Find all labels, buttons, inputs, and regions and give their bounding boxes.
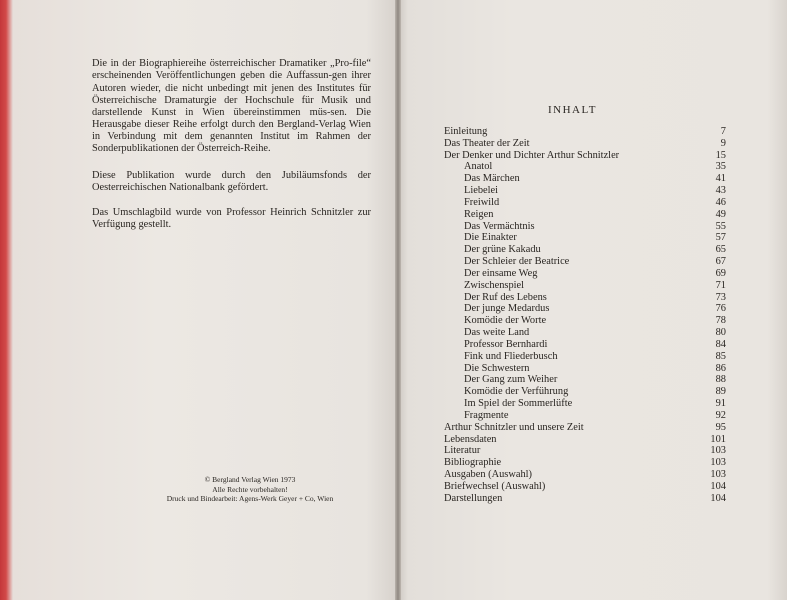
toc-entry-page: 103	[710, 457, 726, 469]
toc-entry-page: 46	[715, 196, 726, 208]
toc-entry-title: Komödie der Worte	[464, 315, 547, 327]
toc-entry-title: Die Schwestern	[464, 362, 530, 374]
toc-entry-page: 101	[710, 433, 726, 445]
toc-entry	[444, 173, 726, 185]
toc-entry-title: Briefwechsel (Auswahl)	[444, 480, 546, 492]
toc-entry-page: 84	[715, 338, 726, 350]
toc-entry	[444, 445, 726, 457]
toc-entry-page: 85	[715, 350, 726, 362]
toc-entry-title: Freiwild	[464, 196, 500, 208]
toc-entry-page: 71	[715, 279, 726, 291]
toc-entry-title: Professor Bernhardi	[464, 338, 548, 350]
toc-entry-page: 9	[720, 137, 726, 149]
toc-entry	[444, 327, 726, 339]
toc-entry	[444, 280, 726, 292]
toc-entry	[444, 197, 726, 209]
toc-entry-title: Der Denker und Dichter Arthur Schnitzler	[444, 149, 620, 161]
toc-entry	[444, 374, 726, 386]
toc-entry-title: Anatol	[464, 161, 493, 173]
toc-entry-title: Die Einakter	[464, 232, 517, 244]
toc-entry-title: Das Theater der Zeit	[444, 137, 530, 149]
copyright-line: © Bergland Verlag Wien 1973	[204, 475, 296, 484]
toc-entry-title: Das weite Land	[464, 327, 530, 339]
toc-entry-page: 92	[715, 409, 726, 421]
toc-entry-title: Liebelei	[464, 185, 499, 197]
toc-entry-page: 55	[715, 220, 726, 232]
toc-entry-page: 15	[715, 149, 726, 161]
toc-entry	[444, 256, 726, 268]
toc-entry	[444, 422, 726, 434]
toc-entry-page: 104	[710, 480, 726, 492]
toc-entry-title: Fink und Fliederbusch	[464, 350, 558, 362]
toc-entry-page: 69	[715, 267, 726, 279]
toc-entry-page: 88	[715, 374, 726, 386]
toc-entry-title: Arthur Schnitzler und unsere Zeit	[444, 421, 584, 433]
toc-entry-title: Bibliographie	[444, 457, 502, 469]
toc-entry	[444, 410, 726, 422]
toc-entry-title: Lebensdaten	[444, 433, 497, 445]
toc-entry-title: Der junge Medardus	[464, 303, 550, 315]
book-spine	[395, 0, 401, 600]
imprint	[160, 475, 340, 504]
toc-entry-title: Fragmente	[464, 409, 509, 421]
toc-entry-title: Das Vermächtnis	[464, 220, 535, 232]
toc-entry-page: 67	[715, 256, 726, 268]
toc-entry	[444, 493, 726, 505]
toc-entry-page: 103	[710, 469, 726, 481]
toc-entry-page: 41	[715, 173, 726, 185]
toc-entry	[444, 315, 726, 327]
toc-entry	[444, 292, 726, 304]
printer-line: Druck und Bindearbeit: Agens-Werk Geyer + Co, Wien	[166, 494, 334, 503]
toc-entry	[444, 434, 726, 446]
toc-entry	[444, 126, 726, 138]
toc-entry-title: Der Schleier der Beatrice	[464, 256, 570, 268]
toc-entry	[444, 268, 726, 280]
toc-entry-title: Der grüne Kakadu	[464, 244, 541, 256]
toc-entry-title: Literatur	[444, 445, 481, 457]
toc-entry-page: 57	[715, 232, 726, 244]
toc-entry-page: 73	[715, 291, 726, 303]
toc-entry-title: Das Märchen	[464, 173, 520, 185]
toc-entry-title: Einleitung	[444, 126, 488, 137]
toc-entry	[444, 209, 726, 221]
toc-entry	[444, 469, 726, 481]
toc-entry	[444, 351, 726, 363]
toc-entry-page: 65	[715, 244, 726, 256]
toc-entry-page: 76	[715, 303, 726, 315]
toc-entry	[444, 161, 726, 173]
toc-entry-title: Im Spiel der Sommerlüfte	[464, 398, 573, 410]
toc-heading: INHALT	[548, 104, 597, 116]
toc-entry-page: 86	[715, 362, 726, 374]
toc-entry	[444, 232, 726, 244]
toc-entry	[444, 363, 726, 375]
toc-entry-title: Darstellungen	[444, 492, 503, 504]
toc-entry	[444, 457, 726, 469]
toc-entry-page: 103	[710, 445, 726, 457]
toc-entry-title: Ausgaben (Auswahl)	[444, 469, 533, 481]
toc-entry-title: Der Ruf des Lebens	[464, 291, 547, 303]
table-of-contents	[444, 126, 726, 505]
rights-line: Alle Rechte vorbehalten!	[212, 484, 288, 494]
toc-entry-title: Zwischenspiel	[464, 279, 525, 291]
toc-entry-title: Der einsame Weg	[464, 267, 538, 279]
toc-entry-title: Reigen	[464, 208, 494, 220]
toc-entry	[444, 185, 726, 197]
toc-entry	[444, 244, 726, 256]
toc-entry-page: 43	[715, 185, 726, 197]
toc-entry	[444, 221, 726, 233]
toc-entry-page: 35	[715, 161, 726, 173]
toc-entry-page: 7	[720, 126, 726, 137]
toc-entry	[444, 339, 726, 351]
toc-entry	[444, 303, 726, 315]
toc-entry-title: Komödie der Verführung	[464, 386, 569, 398]
toc-entry	[444, 398, 726, 410]
toc-entry	[444, 386, 726, 398]
series-notice-paragraph: Die in der Biographiereihe österreichischer Dramatiker „Pro-file“ erscheinenden Veröffentlichungen geben die Auffassun-gen ihrer Autoren wieder, die nicht unbedingt mit jenen des Institutes für Österreichische Dramaturgie der Hochschule für Musik und darstellende Kunst in Wien übereinstimmen müs-sen. Die Herausgabe dieser Reihe erfolgt durch den Bergland-Verlag Wien in Verbindung mit dem genannten Institut im Rahmen der Sonderpublikationen der Österreich-Reihe.	[92, 58, 371, 155]
toc-entry-page: 78	[715, 315, 726, 327]
toc-entry-page: 49	[715, 208, 726, 220]
toc-entry-page: 95	[715, 421, 726, 433]
toc-entry	[444, 150, 726, 162]
toc-entry	[444, 481, 726, 493]
toc-entry	[444, 138, 726, 150]
toc-entry-title: Der Gang zum Weiher	[464, 374, 558, 386]
toc-entry-page: 104	[710, 492, 726, 504]
funding-notice-paragraph: Diese Publikation wurde durch den Jubiläumsfonds der Oesterreichischen Nationalbank gefördert.	[92, 170, 371, 194]
toc-entry-page: 89	[715, 386, 726, 398]
toc-entry-page: 91	[715, 398, 726, 410]
toc-entry-page: 80	[715, 327, 726, 339]
cover-credit-paragraph: Das Umschlagbild wurde von Professor Heinrich Schnitzler zur Verfügung gestellt.	[92, 207, 371, 231]
